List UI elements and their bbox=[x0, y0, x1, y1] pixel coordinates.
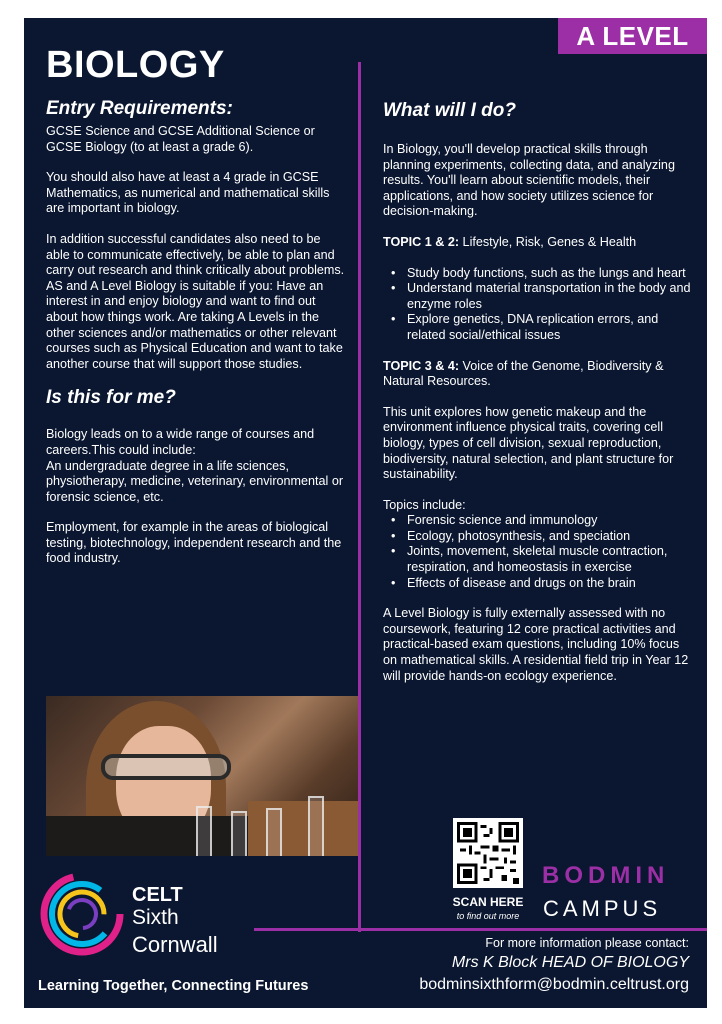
is-this-for-me-heading: Is this for me? bbox=[46, 387, 176, 409]
entry-paragraph-1: GCSE Science and GCSE Additional Science or GCSE Biology (to at least a grade 6). bbox=[46, 124, 315, 154]
logo-sixth-text: Sixth bbox=[132, 906, 179, 929]
page-title: BIOLOGY bbox=[46, 44, 225, 86]
tagline: Learning Together, Connecting Futures bbox=[38, 978, 309, 994]
unit-paragraph: This unit explores how genetic makeup and the environment influence physical traits, covering cell biology, types of cell division, sexual reproduction, biodiversity, natural selection, and plant structure for sustainability. bbox=[383, 404, 674, 482]
assessment-paragraph: A Level Biology is fully externally assessed with no coursework, featuring 12 core practical activities and practical-based exam questions, including 10% focus on mathematical skills. A residential field trip in Year 12 will provide hands-on ecology experience. bbox=[383, 606, 689, 683]
for-me-paragraph-2: An undergraduate degree in a life sciences, physiotherapy, medicine, veterinary, environmental or forensic science, etc. bbox=[46, 458, 344, 504]
list-item: • Understand material transportation in the body and enzyme roles bbox=[383, 281, 693, 312]
flyer-page bbox=[24, 18, 707, 1008]
bodmin-text: BODMIN bbox=[542, 862, 670, 889]
topic-1-2-line bbox=[383, 235, 693, 251]
list-item: • Effects of disease and drugs on the brain bbox=[383, 576, 693, 592]
list-item: • Ecology, photosynthesis, and speciation bbox=[383, 529, 693, 545]
contact-email[interactable]: bodminsixthform@bodmin.celtrust.org bbox=[419, 976, 689, 993]
qr-code[interactable] bbox=[453, 818, 523, 888]
topic-3-4-label: TOPIC 3 & 4: bbox=[383, 358, 460, 373]
logo-cornwall-text: Cornwall bbox=[132, 932, 218, 957]
footer-divider bbox=[254, 928, 707, 931]
contact-name: Mrs K Block HEAD OF BIOLOGY bbox=[451, 954, 689, 971]
list-item: • Study body functions, such as the lungs and heart bbox=[383, 266, 693, 282]
topic-3-4-line bbox=[383, 359, 693, 390]
topics-include-label: Topics include: bbox=[383, 497, 466, 512]
celt-swirl-logo-icon bbox=[36, 868, 128, 960]
topic-1-2-label: TOPIC 1 & 2: bbox=[383, 234, 460, 249]
entry-paragraph-2: You should also have at least a 4 grade in GCSE Mathematics, as numerical and mathematical skills are important in biology. bbox=[46, 170, 330, 216]
entry-paragraph-3: In addition successful candidates also need to be able to communicate effectively, be able to plan and carry out research and think critically about problems. AS and A Level Biology is suitable if you: Have an interest in and enjoy biology and want to find out about how things work. Are taking A Levels in the other sciences and/or mathematics or other relevant courses such as Physical Education and want to take another course that will support those studies. bbox=[46, 231, 345, 371]
contact-intro: For more information please contact: bbox=[485, 936, 689, 950]
scan-here-label: SCAN HERE bbox=[452, 895, 524, 909]
what-will-i-do-heading: What will I do? bbox=[383, 100, 516, 121]
safety-goggles-icon bbox=[101, 754, 231, 780]
for-me-paragraph-1: Biology leads on to a wide range of courses and careers.This could include: bbox=[46, 427, 315, 457]
left-column bbox=[46, 98, 346, 567]
entry-requirements-heading: Entry Requirements: bbox=[46, 98, 233, 119]
intro-paragraph: In Biology, you'll develop practical skills through planning experiments, collecting data, and analyzing results. You'll learn about scientific models, their applications, and how society utilizes science for decision-making. bbox=[383, 142, 675, 219]
topic-1-2-text: Lifestyle, Risk, Genes & Health bbox=[459, 234, 637, 249]
topics-include-list bbox=[383, 513, 693, 591]
column-divider bbox=[358, 62, 361, 932]
topic-3-4-text: Voice of the Genome, Biodiversity & Natural Resources. bbox=[383, 358, 664, 389]
logo-celt-text: CELT bbox=[132, 884, 183, 906]
right-column bbox=[383, 100, 693, 699]
find-out-more-label: to find out more bbox=[456, 911, 520, 921]
list-item: • Forensic science and immunology bbox=[383, 513, 693, 529]
qr-code-icon bbox=[457, 822, 519, 884]
for-me-paragraph-3: Employment, for example in the areas of biological testing, biotechnology, independent research and the food industry. bbox=[46, 520, 342, 566]
campus-text: CAMPUS bbox=[543, 896, 662, 921]
level-badge: A LEVEL bbox=[558, 18, 707, 54]
list-item: • Joints, movement, skeletal muscle contraction, respiration, and homeostasis in exercise bbox=[383, 544, 693, 575]
topic-1-2-list bbox=[383, 266, 693, 344]
list-item: • Explore genetics, DNA replication errors, and related social/ethical issues bbox=[383, 312, 693, 343]
student-lab-photo bbox=[46, 696, 358, 856]
